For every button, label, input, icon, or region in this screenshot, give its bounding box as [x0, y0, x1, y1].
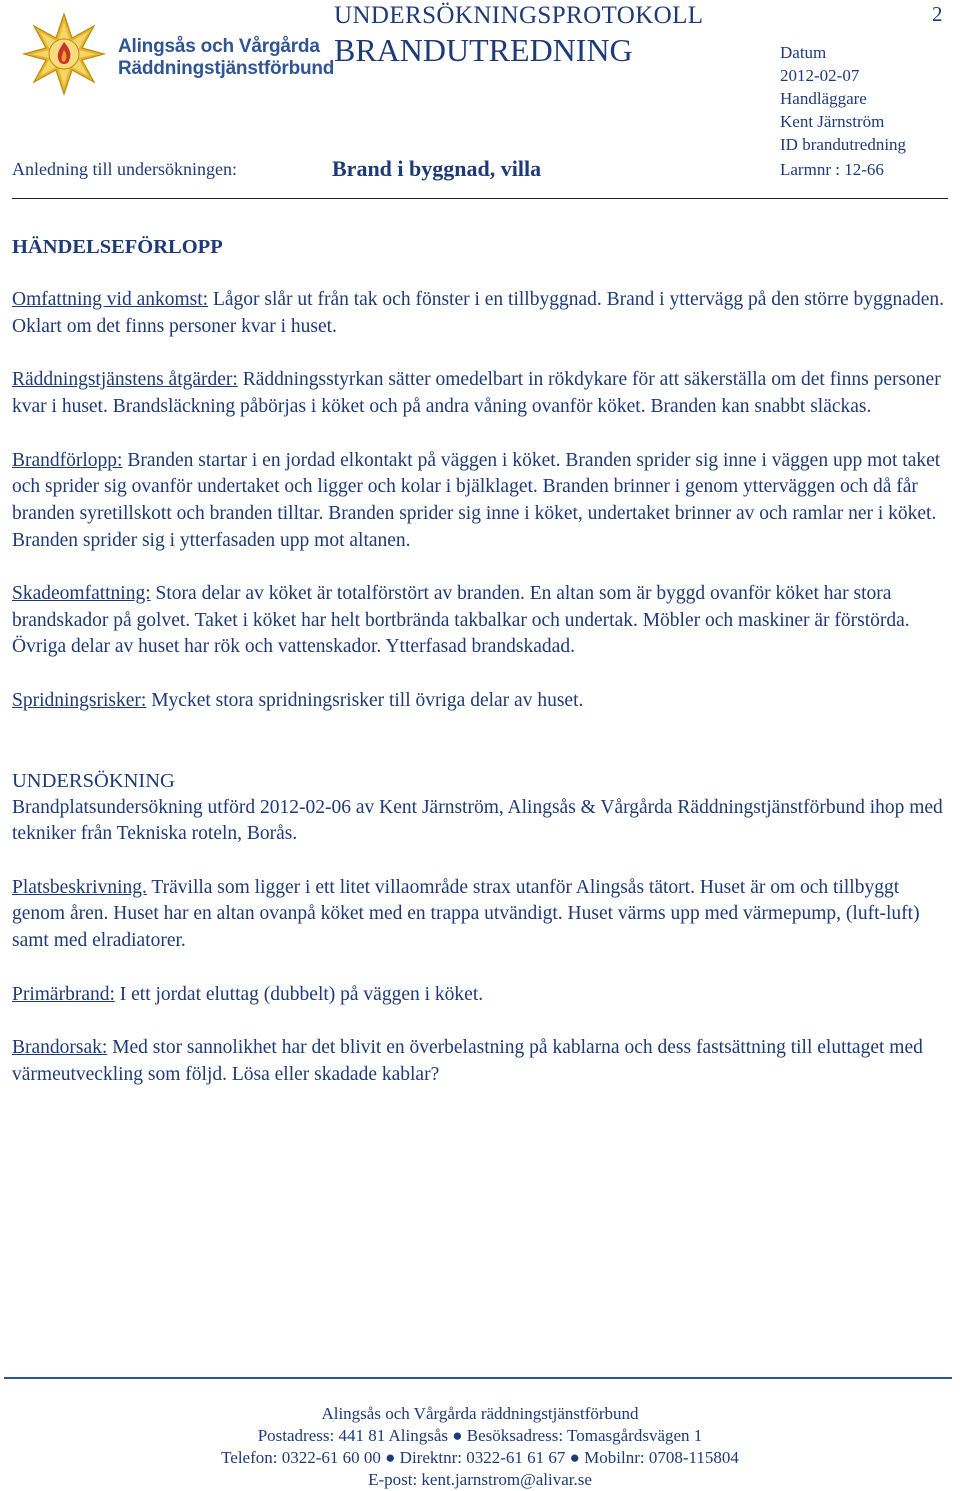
footer-phones: Telefon: 0322-61 60 00 ● Direktnr: 0322-61 61 67 ● Mobilnr: 0708-115804 — [221, 1448, 739, 1467]
actions-paragraph — [12, 367, 948, 420]
page-number: 2 — [932, 2, 943, 26]
header-divider — [12, 198, 948, 199]
origin-paragraph — [12, 982, 948, 1009]
scope-text: Lågor slår ut från tak och fönster i en tillbyggnad. Brand i yttervägg på den större byggnaden. Oklart om det finns personer kvar i huset. — [12, 289, 944, 338]
handler-label: Handläggare — [780, 89, 867, 108]
events-heading: HÄNDELSEFÖRLOPP — [12, 236, 223, 258]
document-title: BRANDUTREDNING — [334, 32, 633, 68]
spread-paragraph — [12, 688, 948, 715]
site-label: Platsbeskrivning. — [12, 876, 147, 898]
cause-label: Brandorsak: — [12, 1036, 108, 1058]
site-paragraph — [12, 875, 948, 955]
damage-label: Skadeomfattning: — [12, 583, 151, 605]
origin-label: Primärbrand: — [12, 983, 115, 1005]
footer-org: Alingsås och Vårgårda räddningstjänstförbund — [321, 1404, 639, 1423]
cause-text: Med stor sannolikhet har det blivit en överbelastning på kablarna och dess fastsättning till eluttaget med värmeutveckling som följd. Lösa eller skadade kablar? — [12, 1036, 923, 1085]
handler-value: Kent Järnström — [780, 112, 885, 131]
document-meta — [780, 41, 906, 156]
spread-text: Mycket stora spridningsrisker till övriga delar av huset. — [146, 689, 584, 711]
date-label: Datum — [780, 43, 827, 62]
scope-label: Omfattning vid ankomst: — [12, 289, 209, 311]
scope-paragraph — [12, 287, 948, 340]
course-paragraph — [12, 448, 948, 555]
id-label: ID brandutredning — [780, 135, 907, 154]
footer-email: E-post: kent.jarnstrom@alivar.se — [368, 1470, 592, 1489]
spread-label: Spridningsrisker: — [12, 689, 147, 711]
alarm-number: Larmnr : 12-66 — [780, 160, 884, 179]
damage-paragraph — [12, 581, 948, 661]
page-footer — [0, 1403, 960, 1491]
damage-text: Stora delar av köket är totalförstört av branden. En altan som är byggd ovanför köket har stora brandskador på golvet. Taket i köket har helt bortbrända takbalkar och undertak. Möbler och maskiner är förstörda. Övriga delar av huset har rök och vattenskador. Ytterfasad brandskadad. — [12, 583, 910, 658]
fire-service-emblem-icon — [24, 14, 104, 94]
actions-text: Räddningsstyrkan sätter omedelbart in rökdykare för att säkerställa om det finns personer kvar i huset. Brandsläckning påbörjas i köket och på andra våning ovanför köket. Branden kan snabbt släckas. — [12, 369, 941, 418]
actions-label: Räddningstjänstens åtgärder: — [12, 369, 238, 391]
logo-wordmark — [118, 36, 334, 80]
origin-text: I ett jordat eluttag (dubbelt) på väggen i köket. — [114, 983, 484, 1005]
logo-wordmark-line2: Räddningstjänstförbund — [118, 58, 335, 79]
site-text: Trävilla som ligger i ett litet villaområde strax utanför Alingsås tätort. Huset är om och tillbyggt genom åren. Huset har en altan ovanpå köket med en trappa utvändigt. Huset värms upp med värmepump, (luft-luft) samt med elradiatorer. — [12, 876, 920, 952]
investigation-intro: Brandplatsundersökning utförd 2012-02-06 av Kent Järnström, Alingsås & Vårgårda Räddningstjänstförbund ihop med tekniker från Tekniska roteln, Borås. — [12, 796, 943, 845]
investigation-heading: UNDERSÖKNING — [12, 769, 175, 792]
course-label: Brandförlopp: — [12, 449, 123, 471]
logo-wordmark-line1: Alingsås och Vårgårda — [118, 36, 320, 57]
course-text: Branden startar i en jordad elkontakt på väggen i köket. Branden sprider sig inne i väggen upp mot taket och sprider sig ovanför undertaket och ligger och kolar i bjälklaget. Branden brinner i genom ytterväggen och då får branden syretillskott och branden tilltar. Branden sprider sig inne i köket, undertaket brinner av och ramlar ner i köket. Branden sprider sig i ytterfasaden upp mot altanen. — [12, 449, 941, 551]
reason-label: Anledning till undersökningen: — [12, 159, 237, 179]
reason-value: Brand i byggnad, villa — [332, 156, 542, 181]
cause-paragraph — [12, 1035, 948, 1088]
footer-address: Postadress: 441 81 Alingsås ● Besöksadress: Tomasgårdsvägen 1 — [257, 1426, 703, 1445]
report-body — [12, 234, 948, 1088]
document-type: UNDERSÖKNINGSPROTOKOLL — [334, 2, 704, 29]
footer-divider — [4, 1377, 952, 1379]
date-value: 2012-02-07 — [780, 66, 860, 85]
